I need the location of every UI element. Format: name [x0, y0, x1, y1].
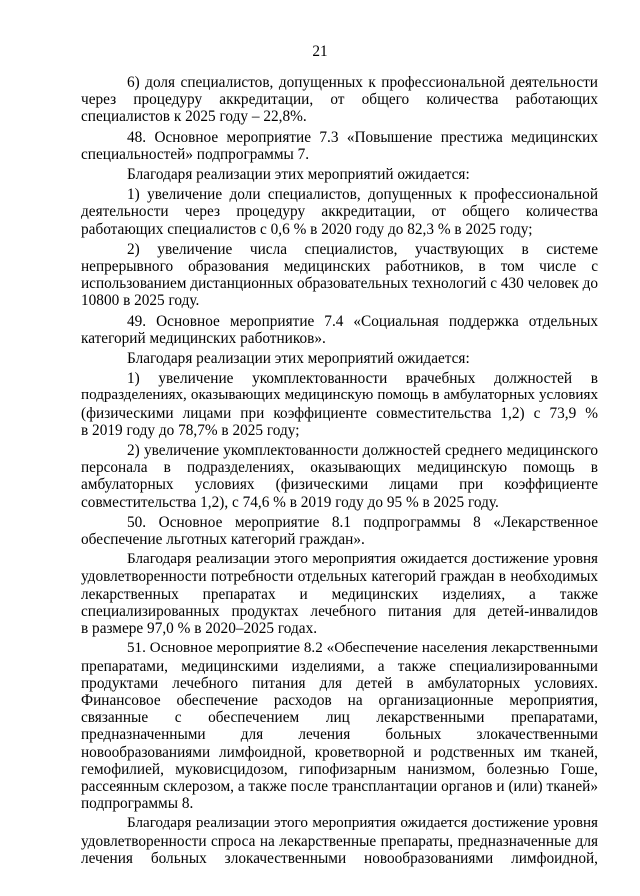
- text-line: Благодаря реализации этих мероприятий ожидается:: [127, 350, 470, 368]
- paragraph: [81, 442, 598, 511]
- text-line: Благодаря реализации этих мероприятий ожидается:: [127, 166, 470, 184]
- text-line: 51. Основное мероприятие 8.2 «Обеспечение населения лекарственными: [127, 640, 598, 657]
- text-line: удовлетворенности потребности отдельных категорий граждан в необходимых: [81, 568, 598, 586]
- text-line: гемофилией, муковисцидозом, гипофизарным нанизмом, болезнью Гоше,: [81, 760, 598, 778]
- text-line: амбулаторных условиях (физическими лицами при коэффициенте: [81, 476, 598, 494]
- text-line: в размере 97,0 % в 2020–2025 годах.: [81, 620, 318, 638]
- text-line: удовлетворенности спроса на лекарственные препараты, предназначенные для: [81, 832, 598, 850]
- text-line: Благодаря реализации этого мероприятия ожидается достижение уровня: [127, 551, 598, 568]
- text-line: Благодаря реализации этого мероприятия ожидается достижение уровня: [127, 815, 598, 832]
- text-line: подпрограммы 8.: [81, 795, 194, 813]
- text-line: 48. Основное мероприятие 7.3 «Повышение престижа медицинских: [127, 128, 598, 146]
- text-line: продуктами лечебного питания для детей в амбулаторных условиях.: [81, 674, 598, 692]
- text-line: лечения больных злокачественными новообразованиями лимфоидной,: [81, 849, 598, 867]
- text-line: категорий медицинских работников».: [81, 329, 326, 347]
- text-line: совместительства 1,2), с 74,6 % в 2019 году до 95 % в 2025 году.: [81, 493, 499, 511]
- text-line: рассеянным склерозом, а также после трансплантации органов и (или) тканей»: [81, 777, 598, 795]
- text-line: (физическими лицами при коэффициенте совместительства 1,2) с 73,9 %: [81, 404, 598, 422]
- text-line: новообразованиями лимфоидной, кроветворной и родственных им тканей,: [81, 743, 598, 761]
- text-line: Финансовое обеспечение расходов на организационные мероприятия,: [81, 691, 598, 709]
- page-number: 21: [312, 43, 328, 60]
- paragraph: [81, 74, 598, 126]
- text-line: непрерывного образования медицинских работников, в том числе с: [81, 258, 598, 276]
- paragraph: [81, 129, 598, 163]
- text-line: лекарственных препаратах и медицинских изделиях, а также: [81, 585, 598, 603]
- paragraph: [81, 514, 598, 548]
- paragraph: [81, 166, 598, 183]
- paragraph: [81, 815, 598, 867]
- text-line: 10800 в 2025 году.: [81, 292, 200, 310]
- text-line: в 2019 году до 78,7% в 2025 году;: [81, 421, 300, 439]
- text-line: специализированных продуктах лечебного питания для детей-инвалидов: [81, 602, 598, 620]
- paragraph: [81, 350, 598, 367]
- text-line: работающих специалистов с 0,6 % в 2020 году до 82,3 % в 2025 году;: [81, 220, 533, 238]
- text-line: 1) увеличение укомплектованности врачебных должностей в: [127, 370, 598, 388]
- paragraph: [81, 370, 598, 439]
- text-line: через процедуру аккредитации, от общего количества работающих: [81, 91, 598, 109]
- text-line: 49. Основное мероприятие 7.4 «Социальная поддержка отдельных: [127, 312, 598, 330]
- text-line: 6) доля специалистов, допущенных к профессиональной деятельности: [127, 74, 598, 91]
- text-line: деятельности через процедуру аккредитации, от общего количества: [81, 203, 598, 221]
- text-line: 50. Основное мероприятие 8.1 подпрограммы 8 «Лекарственное: [127, 513, 598, 531]
- paragraph: [81, 640, 598, 812]
- text-line: обеспечение льготных категорий граждан».: [81, 531, 365, 549]
- text-line: специальностей» подпрограммы 7.: [81, 145, 310, 163]
- text-line: 2) увеличение числа специалистов, участвующих в системе: [127, 240, 598, 258]
- text-line: специалистов к 2025 году – 22,8%.: [81, 108, 307, 126]
- paragraph: [81, 313, 598, 347]
- paragraph: [81, 241, 598, 310]
- text-line: подразделениях, оказывающих медицинскую помощь в амбулаторных условиях: [81, 387, 598, 404]
- text-line: 2) увеличение укомплектованности должностей среднего медицинского: [127, 442, 598, 460]
- text-line: персонала в подразделениях, оказывающих медицинскую помощь в: [81, 459, 598, 477]
- text-line: предназначенными для лечения больных злокачественными: [81, 726, 598, 744]
- text-line: связанные с обеспечением лиц лекарственными препаратами,: [81, 709, 598, 727]
- body-text: [81, 74, 598, 867]
- paragraph: [81, 551, 598, 637]
- text-line: использованием дистанционных образовательных технологий с 430 человек до: [81, 275, 598, 293]
- text-line: 1) увеличение доли специалистов, допущенных к профессиональной: [127, 186, 598, 204]
- paragraph: [81, 186, 598, 238]
- text-line: препаратами, медицинскими изделиями, а также специализированными: [81, 657, 598, 675]
